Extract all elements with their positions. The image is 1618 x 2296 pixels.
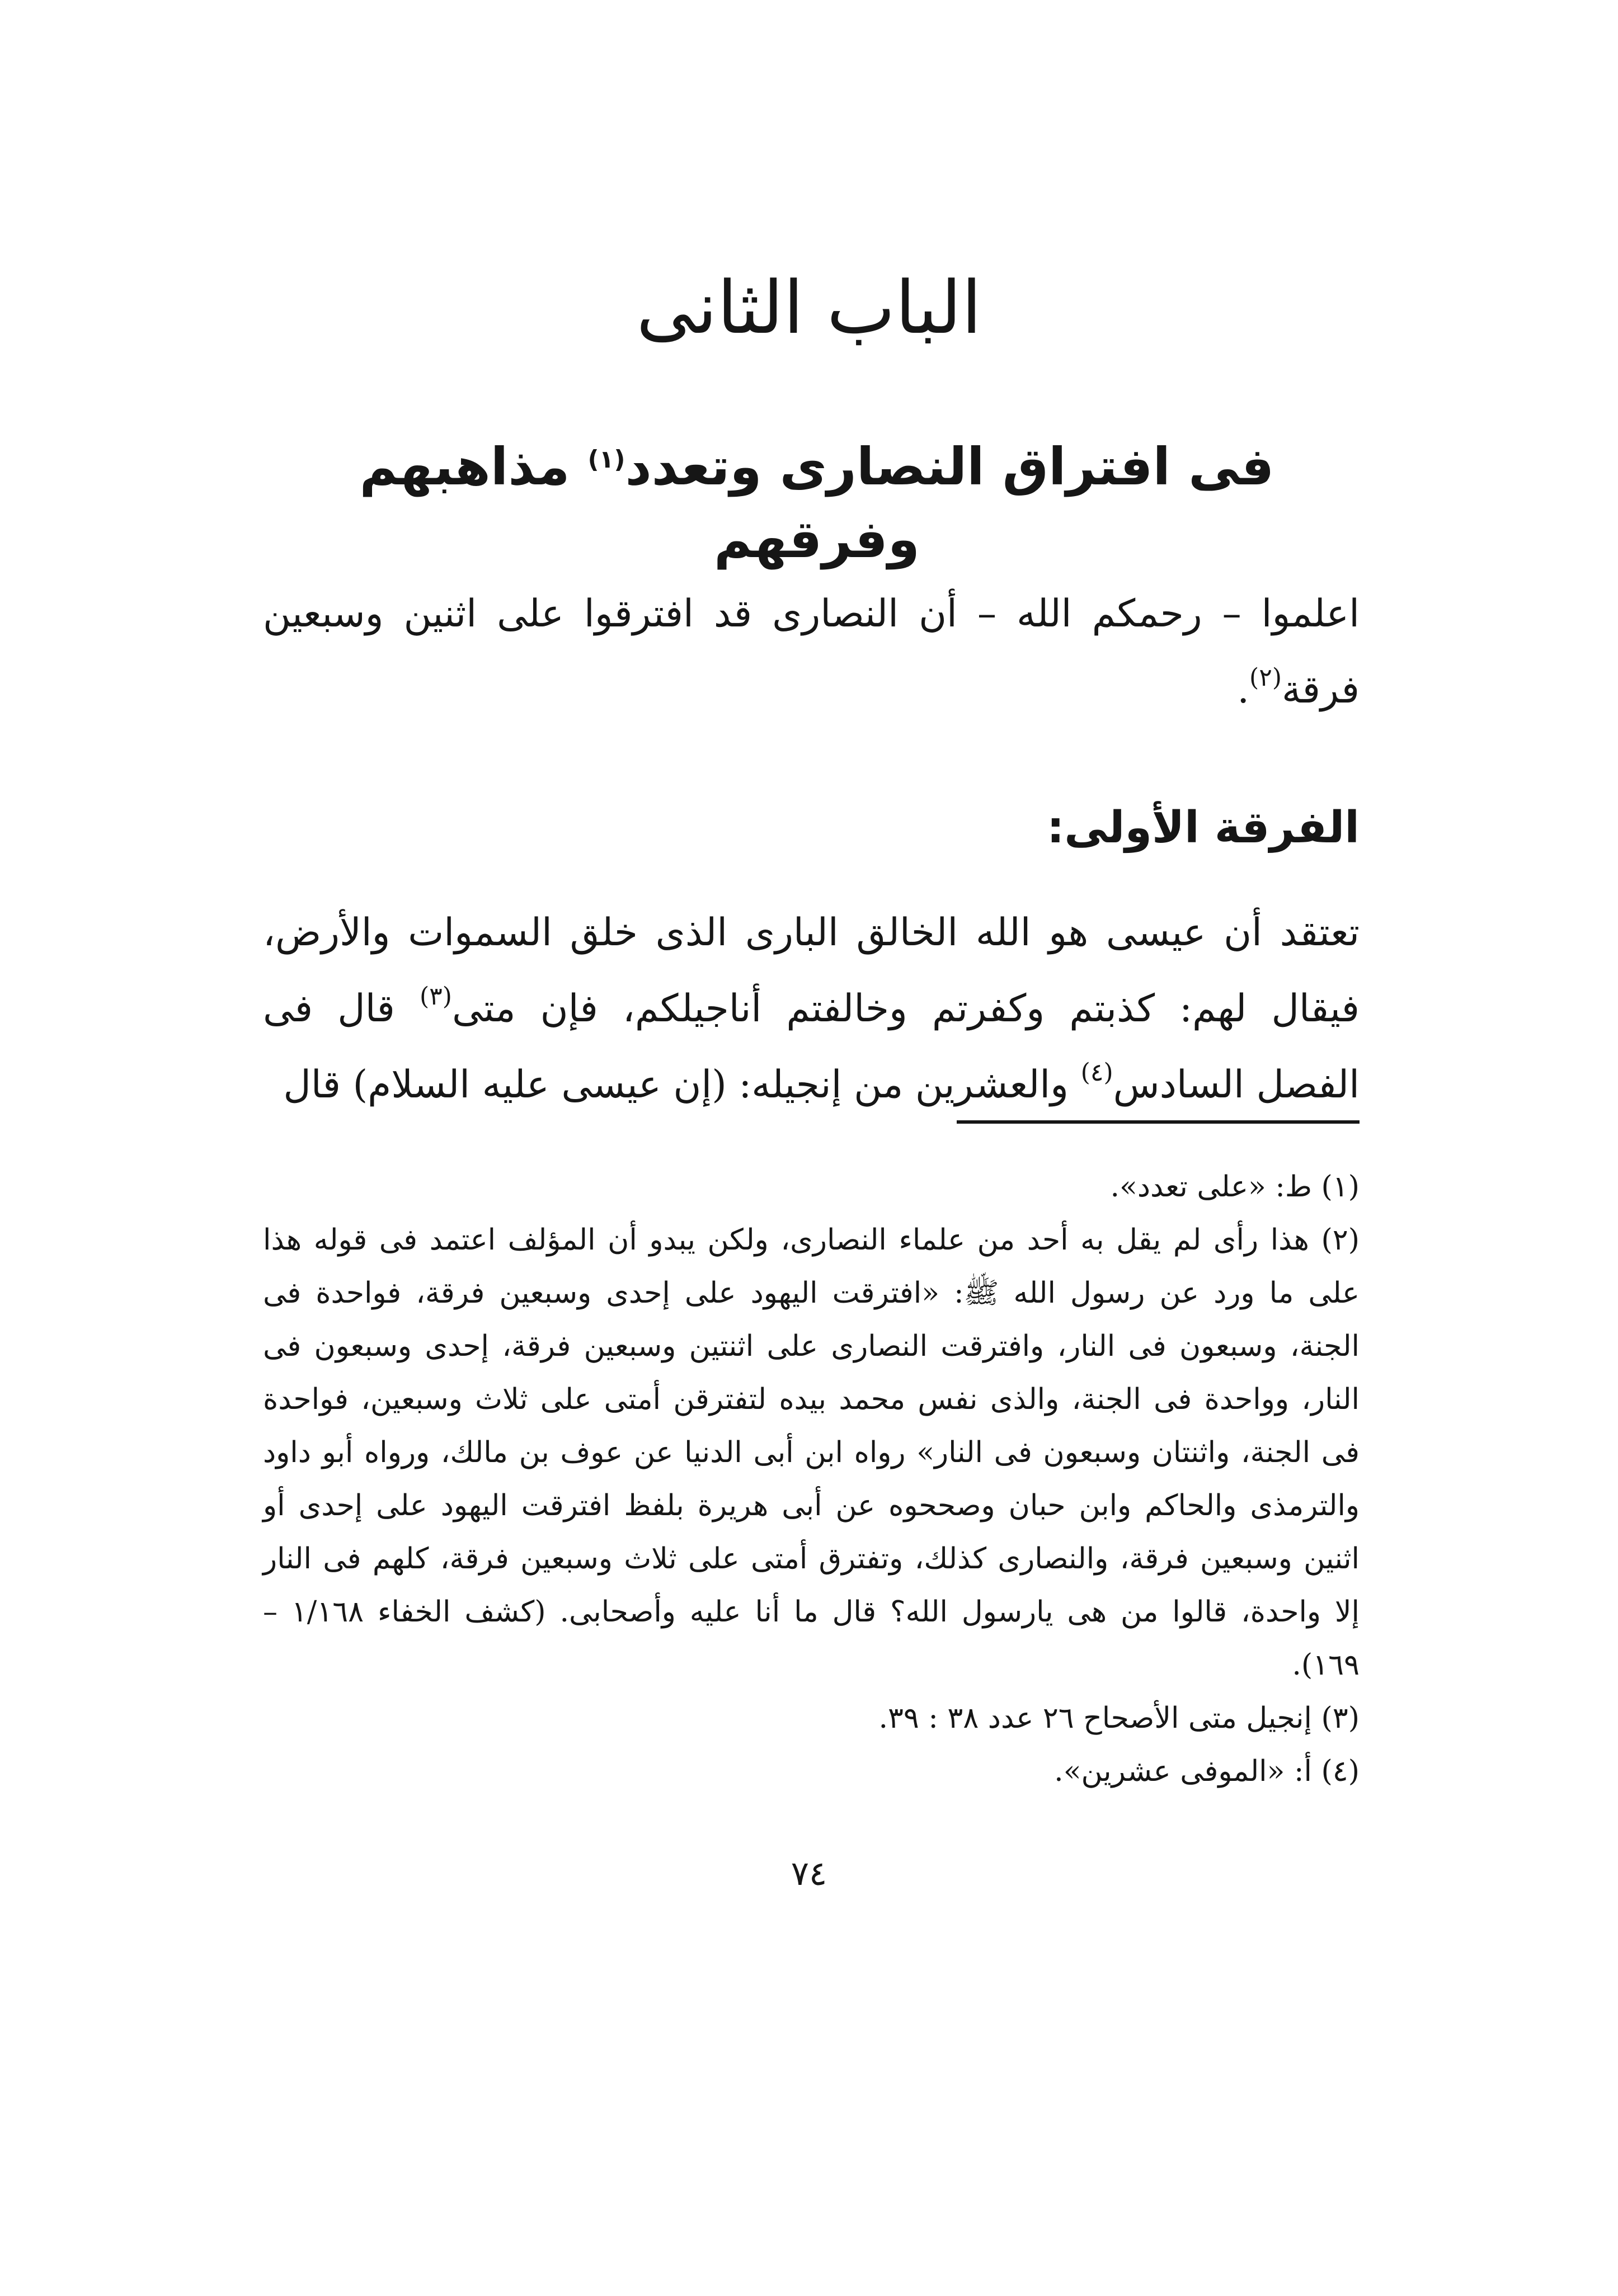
chapter-title: الباب الثانى xyxy=(636,265,982,350)
main-paragraph xyxy=(263,895,1360,1123)
footnote-number: (٢) xyxy=(1321,1223,1360,1257)
main-text-1: تعتقد أن عيسى هو الله الخالق البارى الذى خلق السموات والأرض، فيقال لهم: كذبتم وكفرتم وخالفتم أناجيلكم، فإن متى xyxy=(263,911,1360,1031)
footnote-marker-3: (٣) xyxy=(419,982,452,1011)
footnote-number: (٤) xyxy=(1321,1755,1360,1788)
subtitle-text: فى افتراق النصارى وتعدد xyxy=(625,437,1274,497)
footnote-marker-2: (٢) xyxy=(1249,663,1282,692)
section-heading: الفرقة الأولى: xyxy=(1047,803,1360,853)
footnote-text: ط: «على تعدد». xyxy=(1110,1170,1321,1204)
intro-text: اعلموا – رحمكم الله – أن النصارى قد افترقوا على اثنين وسبعين فرقة xyxy=(263,592,1360,712)
intro-paragraph xyxy=(263,576,1360,728)
subtitle-text-end: مذاهبهم وفرقهم xyxy=(359,437,920,569)
footnote-4 xyxy=(263,1745,1360,1798)
footnote-1 xyxy=(263,1161,1360,1214)
footnote-marker-4: (٤) xyxy=(1080,1058,1113,1087)
footnote-divider xyxy=(957,1120,1360,1124)
footnote-number: (٣) xyxy=(1321,1701,1360,1735)
footnote-2 xyxy=(263,1214,1360,1692)
footnote-text: أ: «الموفى عشرين». xyxy=(1054,1755,1321,1788)
chapter-subtitle xyxy=(280,431,1354,576)
footnote-number: (١) xyxy=(1321,1170,1360,1204)
footnote-marker-1: (١) xyxy=(587,445,625,474)
main-text-3: والعشرين من إنجيله: (إن عيسى عليه السلام) قال xyxy=(283,1063,1081,1107)
intro-end: . xyxy=(1237,668,1250,712)
footnote-text: هذا رأى لم يقل به أحد من علماء النصارى، ولكن يبدو أن المؤلف اعتمد فى قوله هذا على ما ورد عن رسول الله ﷺ: «افترقت اليهود على إحدى وسبعين فرقة، فواحدة فى الجنة، وسبعون فى النار، وافترقت النصارى على اثنتين وسبعين فرقة، إحدى وسبعون فى النار، وواحدة فى الجنة، والذى نفس محمد بيده لتفترقن أمتى على ثلاث وسبعين، فواحدة فى الجنة، واثنتان وسبعون فى النار» رواه ابن أبى الدنيا عن عوف بن مالك، ورواه أبو داود والترمذى والحاكم وابن حبان وصححوه عن أبى هريرة بلفظ افترقت اليهود على إحدى أو اثنين وسبعين فرقة، والنصارى كذلك، وتفترق أمتى على ثلاث وسبعين فرقة، كلهم فى النار إلا واحدة، قالوا من هى يارسول الله؟ قال ما أنا عليه وأصحابى. (كشف الخفاء ١/١٦٨ – ١٦٩). xyxy=(263,1223,1360,1682)
page-number: ٧٤ xyxy=(791,1854,827,1893)
footnotes xyxy=(263,1161,1360,1798)
footnote-3 xyxy=(263,1692,1360,1745)
footnote-text: إنجيل متى الأصحاح ٢٦ عدد ٣٨ : ٣٩. xyxy=(878,1701,1321,1735)
main-text-2: قال فى الفصل السادس xyxy=(263,987,1360,1107)
